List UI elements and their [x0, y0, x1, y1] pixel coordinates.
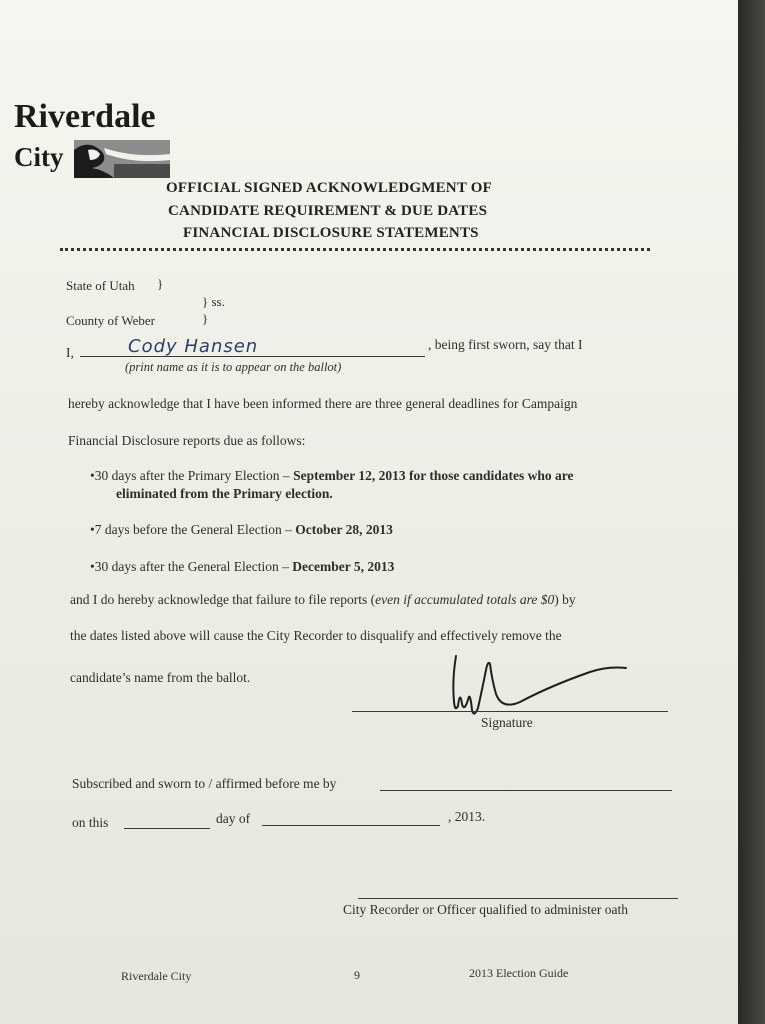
dotted-divider — [60, 248, 650, 251]
logo-mark-icon — [74, 140, 170, 178]
logo-city: City — [14, 142, 64, 172]
day-of-label: day of — [216, 811, 251, 826]
candidate-name-field[interactable]: Cody Hansen — [128, 336, 259, 357]
bullet-icon: • — [90, 468, 95, 483]
officer-label: City Recorder or Officer qualified to administer oath — [343, 902, 629, 917]
signature-line[interactable] — [352, 711, 668, 712]
title-line-2: CANDIDATE REQUIREMENT & DUE DATES — [168, 203, 488, 219]
background-edge — [738, 0, 765, 1024]
deadline-1-continued: eliminated from the Primary election. — [116, 486, 333, 501]
on-this-label: on this — [72, 815, 109, 830]
state-label: State of Utah — [66, 278, 135, 293]
footer-left: Riverdale City — [121, 969, 192, 983]
bullet-icon: • — [90, 559, 95, 574]
oath-suffix: , being first sworn, say that I — [428, 337, 583, 352]
day-field[interactable] — [124, 828, 210, 829]
ss-label: } ss. — [202, 294, 225, 309]
county-brace: } — [202, 311, 209, 326]
signature-label: Signature — [481, 715, 533, 730]
sworn-by-field[interactable] — [380, 790, 672, 791]
para1-line2: Financial Disclosure reports due as follows: — [68, 433, 306, 448]
deadline-2-lead: 7 days before the General Election – — [94, 522, 296, 537]
deadline-1 — [90, 468, 574, 484]
deadline-2-date: October 28, 2013 — [295, 522, 393, 537]
para2-line2: the dates listed above will cause the City Recorder to disqualify and effectively remove the — [70, 628, 562, 643]
county-label: County of Weber — [66, 313, 155, 328]
deadline-2 — [90, 522, 393, 538]
officer-signature-field[interactable] — [358, 898, 678, 899]
footer-right: 2013 Election Guide — [469, 966, 569, 980]
footer-page-number: 9 — [354, 968, 360, 982]
para2-line3: candidate’s name from the ballot. — [70, 670, 251, 685]
name-hint: (print name as it is to appear on the ballot) — [125, 360, 342, 374]
deadline-3 — [90, 559, 394, 575]
month-field[interactable] — [262, 825, 440, 826]
para1-line1: hereby acknowledge that I have been informed there are three general deadlines for Campaign — [68, 396, 578, 411]
para2-line1: and I do hereby acknowledge that failure to file reports (even if accumulated totals are $0) by — [70, 592, 576, 607]
deadline-3-date: December 5, 2013 — [292, 559, 395, 574]
title-line-3: FINANCIAL DISCLOSURE STATEMENTS — [183, 225, 479, 241]
sworn-text: Subscribed and sworn to / affirmed before me by — [72, 776, 337, 791]
logo-riverdale: Riverdale — [14, 98, 156, 135]
deadline-1-lead: 30 days after the Primary Election – — [94, 468, 294, 483]
bullet-icon: • — [90, 522, 95, 537]
year-label: , 2013. — [448, 809, 486, 824]
deadline-3-lead: 30 days after the General Election – — [94, 559, 293, 574]
title-line-1: OFFICIAL SIGNED ACKNOWLEDGMENT OF — [166, 180, 492, 196]
state-brace: } — [157, 276, 164, 291]
oath-prefix: I, — [66, 345, 74, 360]
deadline-1-date: September 12, 2013 for those candidates who are — [293, 468, 574, 483]
